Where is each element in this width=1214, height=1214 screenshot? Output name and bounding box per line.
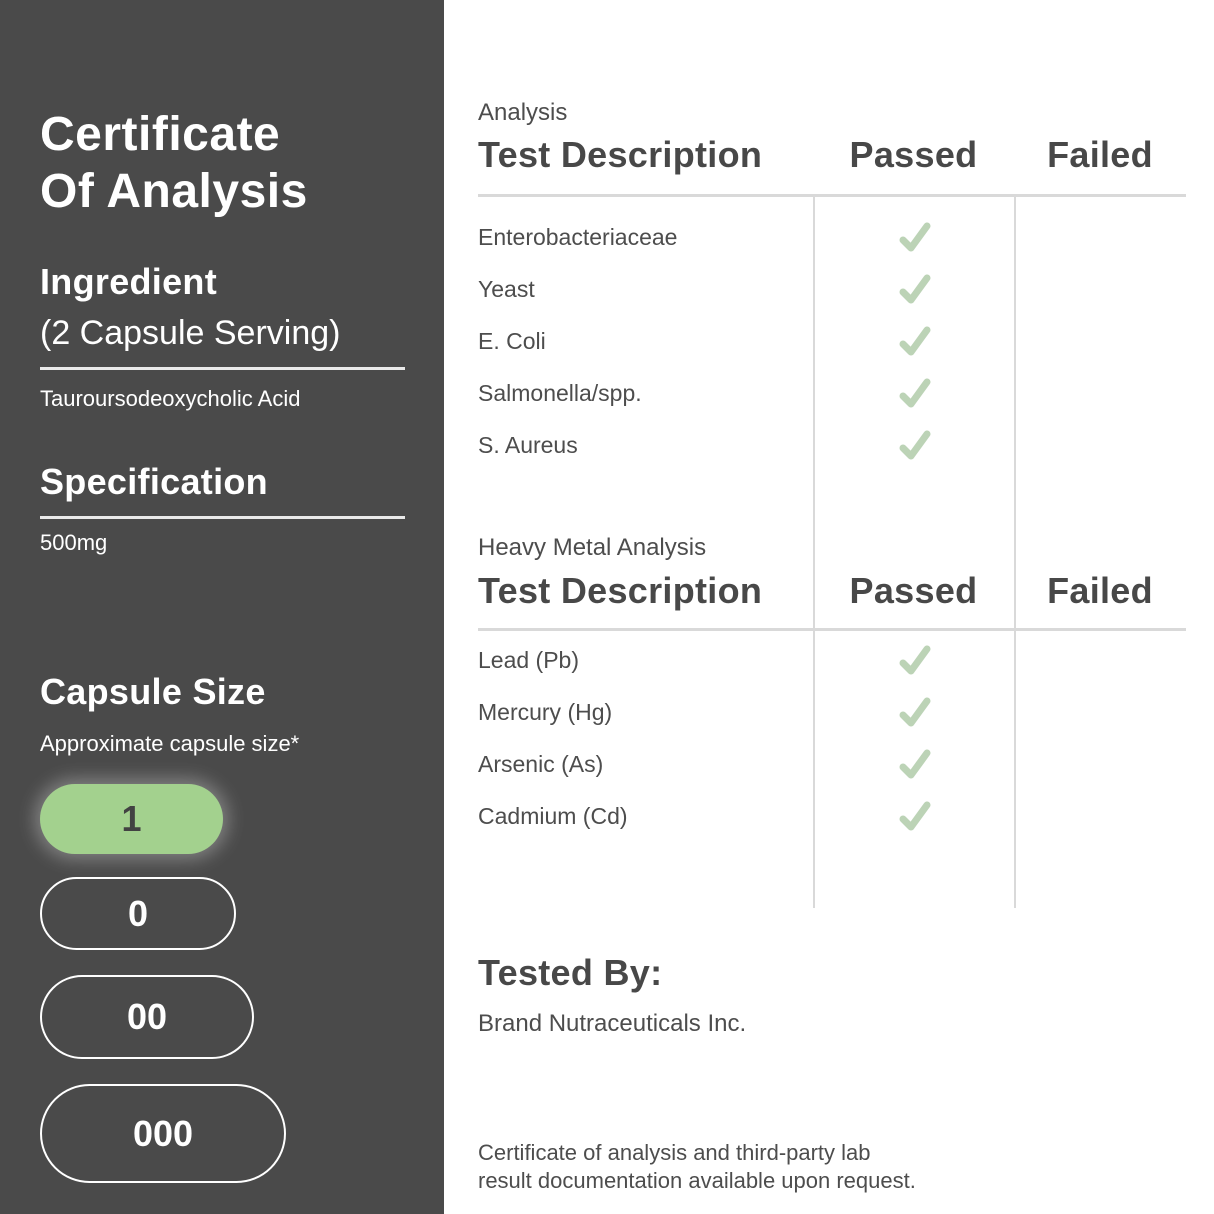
footer-note-line1: Certificate of analysis and third-party lab [478,1140,871,1165]
test-label: Mercury (Hg) [478,698,613,725]
check-icon [813,796,1014,836]
check-icon [813,640,1014,680]
table-row [478,263,1186,315]
test-label: Arsenic (As) [478,750,604,777]
test-label: Salmonella/spp. [478,379,642,406]
header-passed: Passed [849,134,978,175]
check-icon [813,217,1014,257]
footer-note [478,1139,916,1195]
specification-divider [40,516,405,519]
analysis-table-header [478,134,1186,176]
capsule-size-option-0[interactable]: 0 [40,877,236,950]
capsule-size-option-00[interactable]: 00 [40,975,254,1059]
header-failed: Failed [1047,134,1153,175]
table-row [478,211,1186,263]
ingredient-value: Tauroursodeoxycholic Acid [40,386,301,411]
capsule-size-heading: Capsule Size [40,671,266,712]
check-icon [813,373,1014,413]
test-label: Yeast [478,275,535,302]
page-title-line1: Certificate [40,108,281,161]
test-label: Lead (Pb) [478,646,580,673]
test-label: Enterobacteriaceae [478,223,678,250]
ingredient-divider [40,367,405,370]
header-test-description: Test Description [478,134,763,175]
specification-heading: Specification [40,461,268,502]
heavy-metal-table-header [478,570,1186,612]
footer-note-line2: result documentation available upon request. [478,1168,916,1193]
table-row [478,634,1186,686]
table-row [478,367,1186,419]
analysis-section-label: Analysis [478,99,568,126]
header-passed: Passed [849,570,978,611]
table-row [478,790,1186,842]
page-title-line2: Of Analysis [40,165,308,218]
tested-by-company: Brand Nutraceuticals Inc. [478,1010,747,1037]
check-icon [813,744,1014,784]
capsule-size-note: Approximate capsule size* [40,731,300,756]
table-row [478,419,1186,471]
heavy-metal-section-label: Heavy Metal Analysis [478,534,707,561]
analysis-table-rule [478,194,1186,197]
sidebar [0,0,444,1214]
check-icon [813,692,1014,732]
check-icon [813,321,1014,361]
ingredient-subheading: (2 Capsule Serving) [40,314,341,352]
analysis-content [444,0,1214,1214]
table-row [478,315,1186,367]
check-icon [813,425,1014,465]
test-label: E. Coli [478,327,546,354]
test-label: Cadmium (Cd) [478,802,628,829]
header-test-description: Test Description [478,570,763,611]
header-failed: Failed [1047,570,1153,611]
capsule-size-option-1-selected[interactable]: 1 [40,784,223,854]
capsule-size-option-000[interactable]: 000 [40,1084,286,1183]
heavy-metal-table-rule [478,628,1186,631]
ingredient-heading: Ingredient [40,261,218,302]
specification-value: 500mg [40,530,108,555]
test-label: S. Aureus [478,431,578,458]
tested-by-heading: Tested By: [478,952,663,993]
page-title [40,106,308,220]
table-row [478,738,1186,790]
check-icon [813,269,1014,309]
analysis-table-body [478,211,1186,471]
heavy-metal-table-body [478,634,1186,842]
table-row [478,686,1186,738]
